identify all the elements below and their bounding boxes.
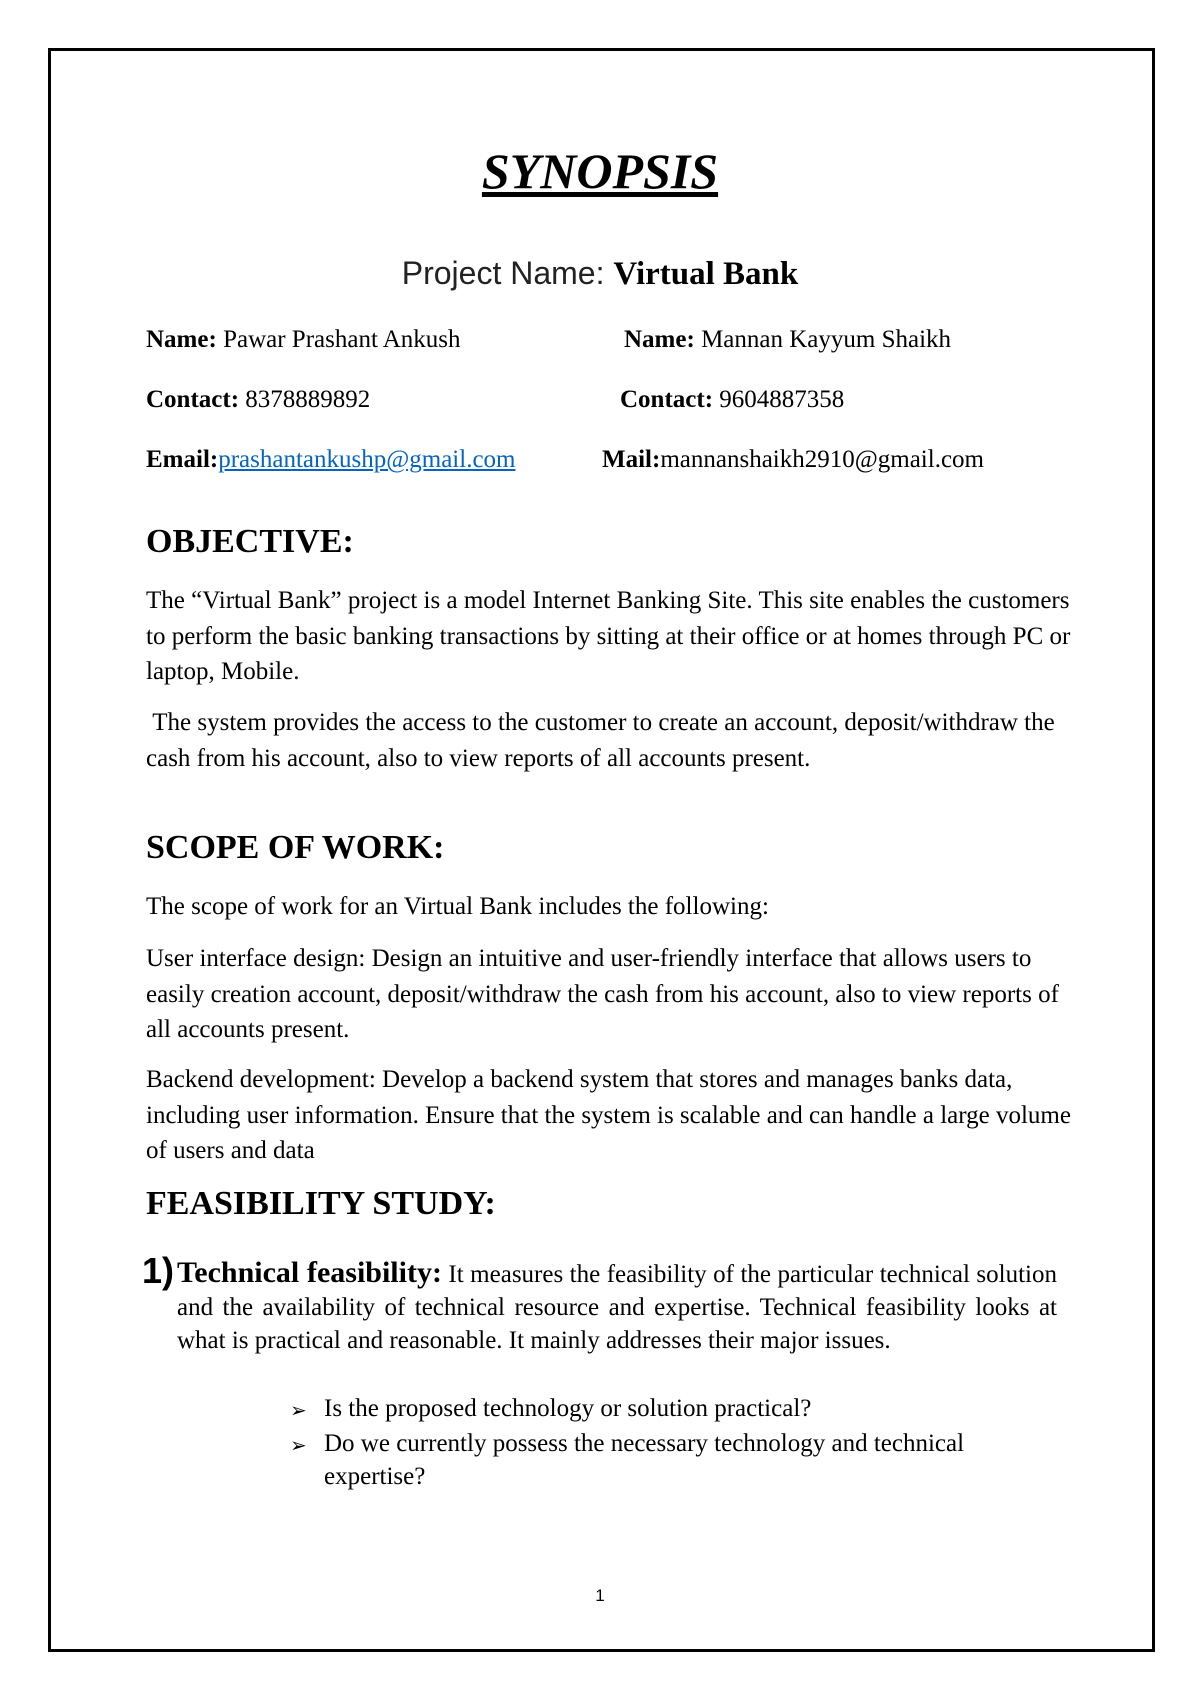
- scope-paragraph-1: The scope of work for an Virtual Bank includes the following:: [146, 893, 769, 920]
- person-1-email: [146, 446, 515, 474]
- name-value: Pawar Prashant Ankush: [223, 326, 461, 353]
- project-name-line: [0, 255, 1200, 293]
- objective-heading: OBJECTIVE:: [146, 523, 354, 560]
- objective-paragraph-2: The system provides the access to the customer to create an account, deposit/withdraw the cash from his account, also to view reports of all accounts present.: [146, 709, 1061, 772]
- person-1-name: [146, 326, 461, 354]
- technical-feasibility-label: Technical feasibility:: [177, 1256, 442, 1289]
- feasibility-item-1: [177, 1256, 1057, 1357]
- person-2-name: [624, 326, 951, 354]
- technical-feasibility-text: It measures the feasibility of the particular technical solution and the availability of technical resource and expertise. Technical feasibility looks at what is practical and reasonable. It mainly addresses their major issues.: [177, 1261, 1057, 1354]
- email-link[interactable]: prashantankushp@gmail.com: [218, 446, 516, 473]
- name-label: Name:: [146, 326, 224, 353]
- scope-heading: SCOPE OF WORK:: [146, 829, 445, 866]
- name-label: Name:: [624, 326, 702, 353]
- contact-label: Contact:: [620, 386, 720, 413]
- feasibility-bullet-list: [290, 1392, 1060, 1493]
- name-value: Mannan Kayyum Shaikh: [701, 326, 952, 353]
- email-label: Mail:: [602, 446, 661, 473]
- bullet-text: Is the proposed technology or solution practical?: [324, 1395, 812, 1422]
- list-item: [290, 1392, 1060, 1427]
- contact-label: Contact:: [146, 386, 246, 413]
- scope-paragraph-3: Backend development: Develop a backend system that stores and manages banks data, including user information. Ensure that the system is scalable and can handle a large volume of users and data: [146, 1066, 1071, 1164]
- page-title: SYNOPSIS: [481, 143, 719, 199]
- email-label: Email:: [146, 446, 219, 473]
- list-item: [290, 1427, 1060, 1493]
- person-2-contact: [620, 386, 844, 414]
- email-value: mannanshaikh2910@gmail.com: [660, 446, 984, 473]
- person-1-contact: [146, 386, 370, 414]
- person-2-email: [602, 446, 984, 474]
- scope-paragraph-2: User interface design: Design an intuitive and user-friendly interface that allows users to easily creation account, deposit/withdraw the cash from his account, also to view reports of all accounts present.: [146, 945, 1059, 1043]
- arrowhead-bullet-icon: ➢: [290, 1433, 307, 1457]
- contact-value: 9604887358: [719, 386, 845, 413]
- feasibility-item-number: 1): [142, 1250, 175, 1291]
- project-name-value: Virtual Bank: [613, 256, 799, 292]
- page-number: 1: [595, 1586, 605, 1605]
- bullet-text: Do we currently possess the necessary technology and technical expertise?: [324, 1430, 965, 1490]
- feasibility-heading: FEASIBILITY STUDY:: [146, 1185, 496, 1222]
- arrowhead-bullet-icon: ➢: [290, 1398, 307, 1422]
- contact-value: 8378889892: [245, 386, 371, 413]
- objective-paragraph-1: The “Virtual Bank” project is a model Internet Banking Site. This site enables the customers to perform the basic banking transactions by sitting at their office or at homes through PC or laptop, Mobile.: [146, 587, 1071, 685]
- project-name-label: Project Name:: [401, 255, 614, 291]
